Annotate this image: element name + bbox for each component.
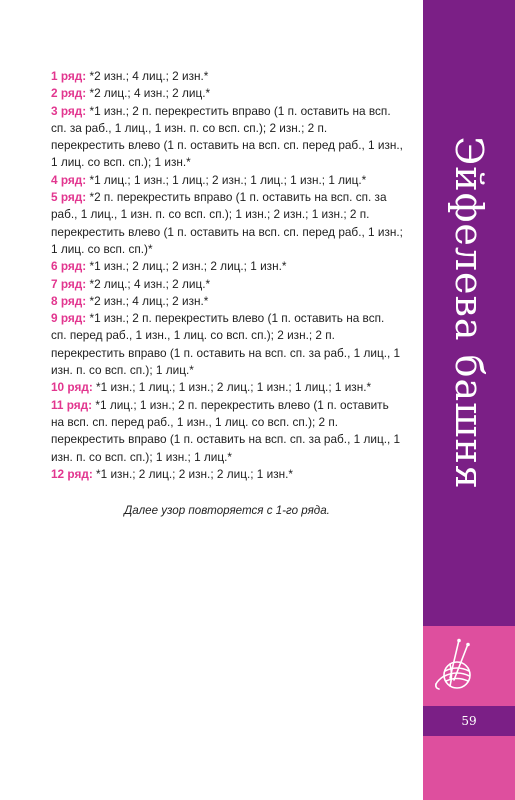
row-label: 8 ряд: xyxy=(51,293,87,308)
pattern-instructions xyxy=(51,68,403,531)
pattern-row xyxy=(51,397,403,466)
pattern-row xyxy=(51,189,403,258)
row-text: *1 изн.; 2 п. перекрестить влево (1 п. оставить на всп. сп. перед раб., 1 изн., 1 лиц. со всп. сп.); 2 изн.; 2 п. перекрестить вправо (1 п. оставить на всп. сп. за раб., 1 лиц., 1 изн. п. со всп. сп.); 1 лиц.* xyxy=(51,311,401,378)
pattern-row xyxy=(51,466,403,483)
row-label: 10 ряд: xyxy=(51,380,93,395)
row-text: *1 изн.; 2 п. перекрестить вправо (1 п. оставить на всп. сп. за раб., 1 лиц., 1 изн. п. со всп. сп.); 2 изн.; 2 п. перекрестить влево (1 п. оставить на всп. сп. перед раб., 1 изн., 1 лиц. со всп. сп.); 1 изн.* xyxy=(51,103,403,170)
row-label: 12 ряд: xyxy=(51,466,93,481)
row-text: *1 лиц.; 1 изн.; 1 лиц.; 2 изн.; 1 лиц.; 1 изн.; 1 лиц.* xyxy=(86,172,367,187)
row-label: 1 ряд: xyxy=(51,69,87,83)
pattern-row xyxy=(51,379,403,396)
yarn-ball-needles-icon xyxy=(432,638,478,694)
page-number: 59 xyxy=(461,714,477,728)
pattern-row xyxy=(51,103,403,172)
row-text: *1 изн.; 2 лиц.; 2 изн.; 2 лиц.; 1 изн.* xyxy=(86,259,287,274)
pattern-row xyxy=(51,293,403,310)
row-text: *2 п. перекрестить вправо (1 п. оставить на всп. сп. за раб., 1 лиц., 1 изн. п. со всп. сп.); 1 изн.; 2 изн.; 1 изн.; 2 п. перекрестить влево (1 п. оставить на всп. сп. перед раб., 1 изн.; 1 лиц. со всп. сп.)* xyxy=(51,190,403,256)
sidebar-title: Эйфелева башня xyxy=(447,136,491,490)
row-label: 6 ряд: xyxy=(51,259,87,274)
row-text: *2 лиц.; 4 изн.; 2 лиц.* xyxy=(86,276,211,291)
pattern-row xyxy=(51,68,403,85)
pattern-row xyxy=(51,172,403,189)
repeat-note: Далее узор повторяется с 1-го ряда. xyxy=(124,504,330,518)
row-text: *1 изн.; 2 лиц.; 2 изн.; 2 лиц.; 1 изн.* xyxy=(92,466,294,481)
row-text: *2 лиц.; 4 изн.; 2 лиц.* xyxy=(86,86,211,101)
row-label: 5 ряд: xyxy=(51,190,87,205)
row-text: *1 лиц.; 1 изн.; 2 п. перекрестить влево (1 п. оставить на всп. сп. перед раб., 1 изн., 1 лиц. со всп. сп.); 2 п. перекрестить вправо (1 п. оставить на всп. сп. за раб., 1 лиц., 1 изн. п. со всп. сп.); 1 изн.; 1 лиц.* xyxy=(51,397,401,464)
row-label: 3 ряд: xyxy=(51,103,87,118)
pattern-row xyxy=(51,276,403,293)
pattern-row xyxy=(51,85,403,102)
sidebar-bottom-band xyxy=(423,736,515,800)
row-text: *2 изн.; 4 лиц.; 2 изн.* xyxy=(86,293,209,308)
pattern-row xyxy=(51,310,403,379)
sidebar-title-wrap xyxy=(423,0,515,626)
row-label: 4 ряд: xyxy=(51,172,87,187)
row-label: 9 ряд: xyxy=(51,311,87,326)
row-text: *2 изн.; 4 лиц.; 2 изн.* xyxy=(86,69,209,83)
row-label: 11 ряд: xyxy=(51,397,93,412)
row-label: 2 ряд: xyxy=(51,86,87,101)
row-text: *1 изн.; 1 лиц.; 1 изн.; 2 лиц.; 1 изн.; 1 лиц.; 1 изн.* xyxy=(92,380,372,395)
pattern-row xyxy=(51,258,403,275)
row-label: 7 ряд: xyxy=(51,276,87,291)
